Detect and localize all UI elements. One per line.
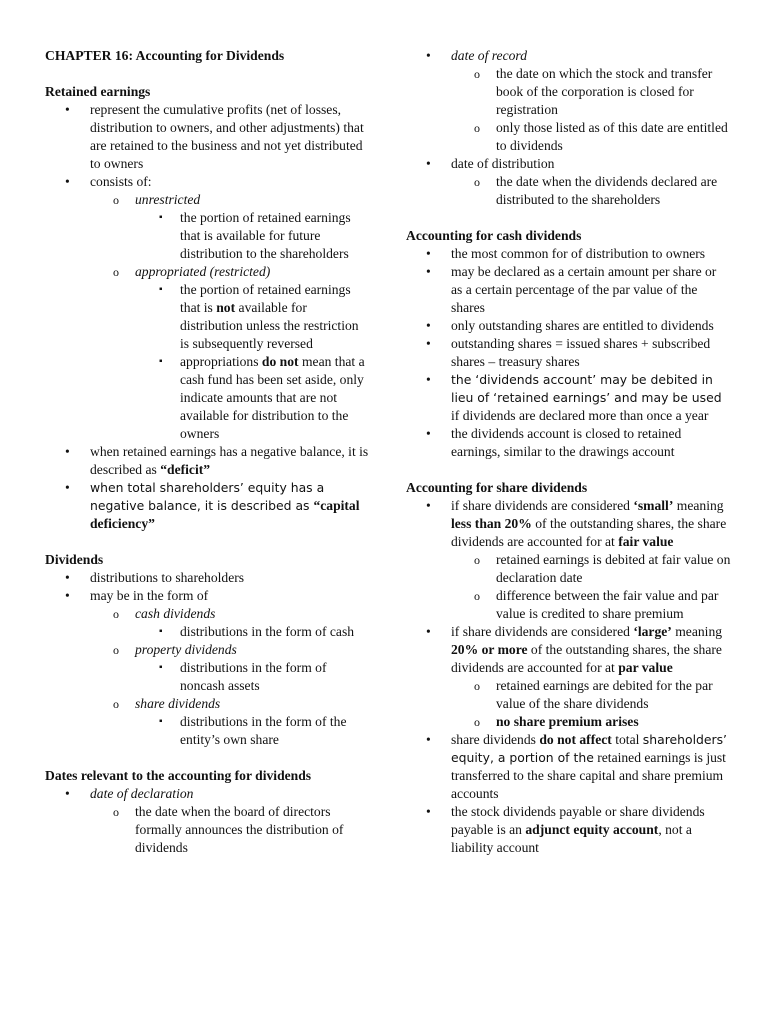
bullet-icon: [65, 479, 70, 497]
bullet-icon: [426, 155, 431, 173]
list-item: ▪ the portion of retained earnings that is available for future distribution to the shareholders: [135, 209, 370, 263]
circle-bullet-icon: [113, 641, 119, 659]
list-item: • the most common for of distribution to owners: [406, 245, 731, 263]
list-item: • if share dividends are considered ‘small’ meaning less than 20% of the outstanding shares, the share dividends are accounted for at fair value o retained earnings is debited at fair value on declaration date o difference between the fair value and par value is credited to share premium: [406, 497, 731, 623]
square-bullet-icon: [159, 353, 163, 371]
bullet-icon: [426, 317, 431, 335]
circle-bullet-icon: [474, 587, 480, 605]
bullet-icon: [426, 335, 431, 353]
bullet-icon: [426, 497, 431, 515]
bullet-icon: [426, 803, 431, 821]
bullet-icon: [65, 101, 70, 119]
bullet-icon: [65, 569, 70, 587]
dates-list-continued: [406, 47, 731, 209]
square-bullet-icon: [159, 659, 163, 677]
share-dividends-heading: Accounting for share dividends: [406, 480, 588, 495]
circle-bullet-icon: [474, 713, 480, 731]
list-item: o retained earnings are debited for the par value of the share dividends: [451, 677, 731, 713]
square-bullet-icon: [159, 209, 163, 227]
bullet-icon: [426, 47, 431, 65]
circle-bullet-icon: [474, 551, 480, 569]
list-item: • date of record o the date on which the stock and transfer book of the corporation is closed for registration o only those listed as of this date are entitled to dividends: [406, 47, 731, 155]
bullet-icon: [426, 623, 431, 641]
list-item: • the stock dividends payable or share dividends payable is an adjunct equity account, not a liability account: [406, 803, 731, 857]
list-item: • the dividends account is closed to retained earnings, similar to the drawings account: [406, 425, 731, 461]
list-item: • only outstanding shares are entitled to dividends: [406, 317, 731, 335]
list-item: • consists of: o unrestricted ▪ the portion of retained earnings that is available for future distribution to the shareholders o appropriated (restricted) ▪ the portion of retained earnings that is not available for distribution unless the restriction is subsequently reversed ▪ appropriations do not mean that a cash fund has been set aside, only indicate amounts that are not available for distribution to the owners: [45, 173, 370, 443]
list-item: o only those listed as of this date are entitled to dividends: [451, 119, 731, 155]
bullet-icon: [65, 587, 70, 605]
list-item: o unrestricted ▪ the portion of retained earnings that is available for future distribution to the shareholders: [90, 191, 370, 263]
left-column: [45, 47, 370, 857]
list-item: • represent the cumulative profits (net of losses, distribution to owners, and other adjustments) that are retained to the business and not yet distributed to owners: [45, 101, 370, 173]
cash-dividends-list: [406, 245, 731, 461]
circle-bullet-icon: [474, 119, 480, 137]
list-item: • distributions to shareholders: [45, 569, 370, 587]
bullet-icon: [426, 371, 431, 389]
circle-bullet-icon: [474, 65, 480, 83]
list-item: o cash dividends ▪ distributions in the form of cash: [90, 605, 370, 641]
dividends-heading: Dividends: [45, 552, 104, 567]
list-item: o the date when the dividends declared are distributed to the shareholders: [451, 173, 731, 209]
square-bullet-icon: [159, 623, 163, 641]
list-item: • date of declaration o the date when the board of directors formally announces the distribution of dividends: [45, 785, 370, 857]
square-bullet-icon: [159, 713, 163, 731]
list-item: • may be declared as a certain amount per share or as a certain percentage of the par value of the shares: [406, 263, 731, 317]
bullet-icon: [65, 785, 70, 803]
list-item: • outstanding shares = issued shares + subscribed shares – treasury shares: [406, 335, 731, 371]
circle-bullet-icon: [113, 695, 119, 713]
dividends-list: [45, 569, 370, 749]
circle-bullet-icon: [113, 605, 119, 623]
circle-bullet-icon: [113, 803, 119, 821]
bullet-icon: [426, 245, 431, 263]
list-item: ▪ distributions in the form of the entity’s own share: [135, 713, 370, 749]
bullet-icon: [426, 731, 431, 749]
list-item: o property dividends ▪ distributions in the form of noncash assets: [90, 641, 370, 695]
list-item: ▪ the portion of retained earnings that is not available for distribution unless the restriction is subsequently reversed: [135, 281, 370, 353]
list-item: o difference between the fair value and par value is credited to share premium: [451, 587, 731, 623]
bullet-icon: [426, 425, 431, 443]
list-item: • date of distribution o the date when the dividends declared are distributed to the shareholders: [406, 155, 731, 209]
list-item: • when retained earnings has a negative balance, it is described as “deficit”: [45, 443, 370, 479]
list-item: o no share premium arises: [451, 713, 731, 731]
chapter-title: CHAPTER 16: Accounting for Dividends: [45, 48, 285, 63]
list-item: • when total shareholders’ equity has a negative balance, it is described as “capital deficiency”: [45, 479, 370, 533]
list-item: o share dividends ▪ distributions in the form of the entity’s own share: [90, 695, 370, 749]
bullet-icon: [65, 173, 70, 191]
list-item: o the date when the board of directors formally announces the distribution of dividends: [90, 803, 370, 857]
circle-bullet-icon: [474, 677, 480, 695]
circle-bullet-icon: [113, 191, 119, 209]
list-item: o appropriated (restricted) ▪ the portion of retained earnings that is not available for distribution unless the restriction is subsequently reversed ▪ appropriations do not mean that a cash fund has been set aside, only indicate amounts that are not available for distribution to the owners: [90, 263, 370, 443]
list-item: ▪ distributions in the form of noncash assets: [135, 659, 370, 695]
dates-heading: Dates relevant to the accounting for dividends: [45, 768, 312, 783]
right-column: [406, 47, 731, 857]
list-item: ▪ appropriations do not mean that a cash fund has been set aside, only indicate amounts that are not available for distribution to the owners: [135, 353, 370, 443]
cash-dividends-heading: Accounting for cash dividends: [406, 228, 582, 243]
list-item: • share dividends do not affect total shareholders’ equity, a portion of the retained earnings is just transferred to the share capital and share premium accounts: [406, 731, 731, 803]
circle-bullet-icon: [113, 263, 119, 281]
bullet-icon: [65, 443, 70, 461]
retained-earnings-list: [45, 101, 370, 533]
retained-earnings-heading: Retained earnings: [45, 84, 151, 99]
dates-list: [45, 785, 370, 857]
list-item: o retained earnings is debited at fair value on declaration date: [451, 551, 731, 587]
list-item: o the date on which the stock and transfer book of the corporation is closed for registration: [451, 65, 731, 119]
list-item: • if share dividends are considered ‘large’ meaning 20% or more of the outstanding shares, the share dividends are accounted for at par value o retained earnings are debited for the par value of the share dividends o no share premium arises: [406, 623, 731, 731]
list-item: • may be in the form of o cash dividends ▪ distributions in the form of cash o property dividends ▪ distributions in the form of noncash assets o share dividends ▪ distributions in the form of the entity’s own share: [45, 587, 370, 749]
share-dividends-list: [406, 497, 731, 857]
list-item: • the ‘dividends account’ may be debited in lieu of ‘retained earnings’ and may be used if dividends are declared more than once a year: [406, 371, 731, 425]
square-bullet-icon: [159, 281, 163, 299]
circle-bullet-icon: [474, 173, 480, 191]
list-item: ▪ distributions in the form of cash: [135, 623, 370, 641]
bullet-icon: [426, 263, 431, 281]
